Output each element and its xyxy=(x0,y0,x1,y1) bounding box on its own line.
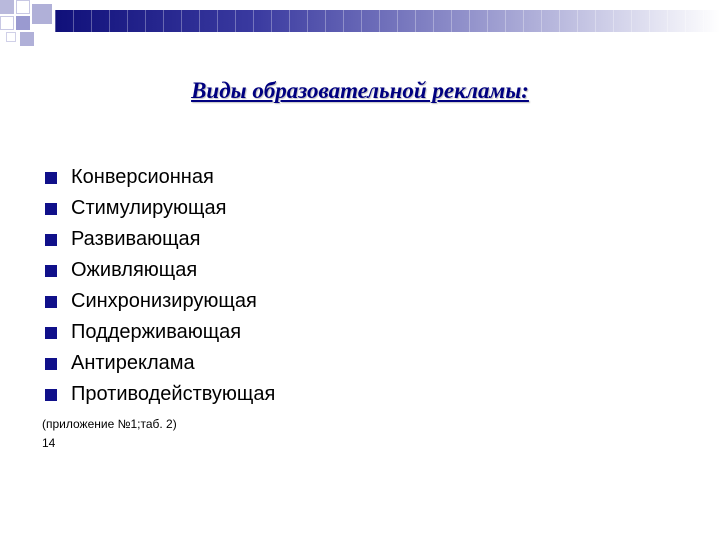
decorative-square xyxy=(0,0,14,14)
decorative-square xyxy=(16,16,30,30)
list-item xyxy=(45,348,275,379)
slide-title: Виды образовательной рекламы: xyxy=(191,78,529,103)
square-bullet-icon xyxy=(45,172,57,184)
list-item xyxy=(45,286,275,317)
list-item xyxy=(45,193,275,224)
decorative-square xyxy=(32,4,52,24)
decorative-square xyxy=(0,16,14,30)
list-item xyxy=(45,379,275,410)
list-item-label: Синхронизирующая xyxy=(71,290,257,312)
bullet-list xyxy=(45,162,275,410)
list-item-label: Поддерживающая xyxy=(71,321,242,343)
list-item-label: Конверсионная xyxy=(71,166,214,188)
list-item-label: Развивающая xyxy=(71,228,201,250)
list-item-label: Противодействующая xyxy=(71,383,276,405)
gradient-band xyxy=(55,10,720,32)
decorative-header xyxy=(0,0,720,48)
square-bullet-icon xyxy=(45,234,57,246)
square-bullet-icon xyxy=(45,203,57,215)
decorative-square xyxy=(6,32,16,42)
square-bullet-icon xyxy=(45,358,57,370)
list-item-label: Оживляющая xyxy=(71,259,198,281)
list-item xyxy=(45,162,275,193)
gradient-band-grid xyxy=(55,10,720,32)
square-bullet-icon xyxy=(45,265,57,277)
page-number: 14 xyxy=(42,436,56,450)
list-item-label: Антиреклама xyxy=(71,352,195,374)
square-bullet-icon xyxy=(45,389,57,401)
square-bullet-icon xyxy=(45,327,57,339)
decorative-square xyxy=(16,0,30,14)
square-bullet-icon xyxy=(45,296,57,308)
list-item xyxy=(45,224,275,255)
list-item xyxy=(45,255,275,286)
appendix-note: (приложение №1;таб. 2) xyxy=(42,417,177,431)
list-item-label: Стимулирующая xyxy=(71,197,227,219)
decorative-square xyxy=(20,32,34,46)
list-item xyxy=(45,317,275,348)
